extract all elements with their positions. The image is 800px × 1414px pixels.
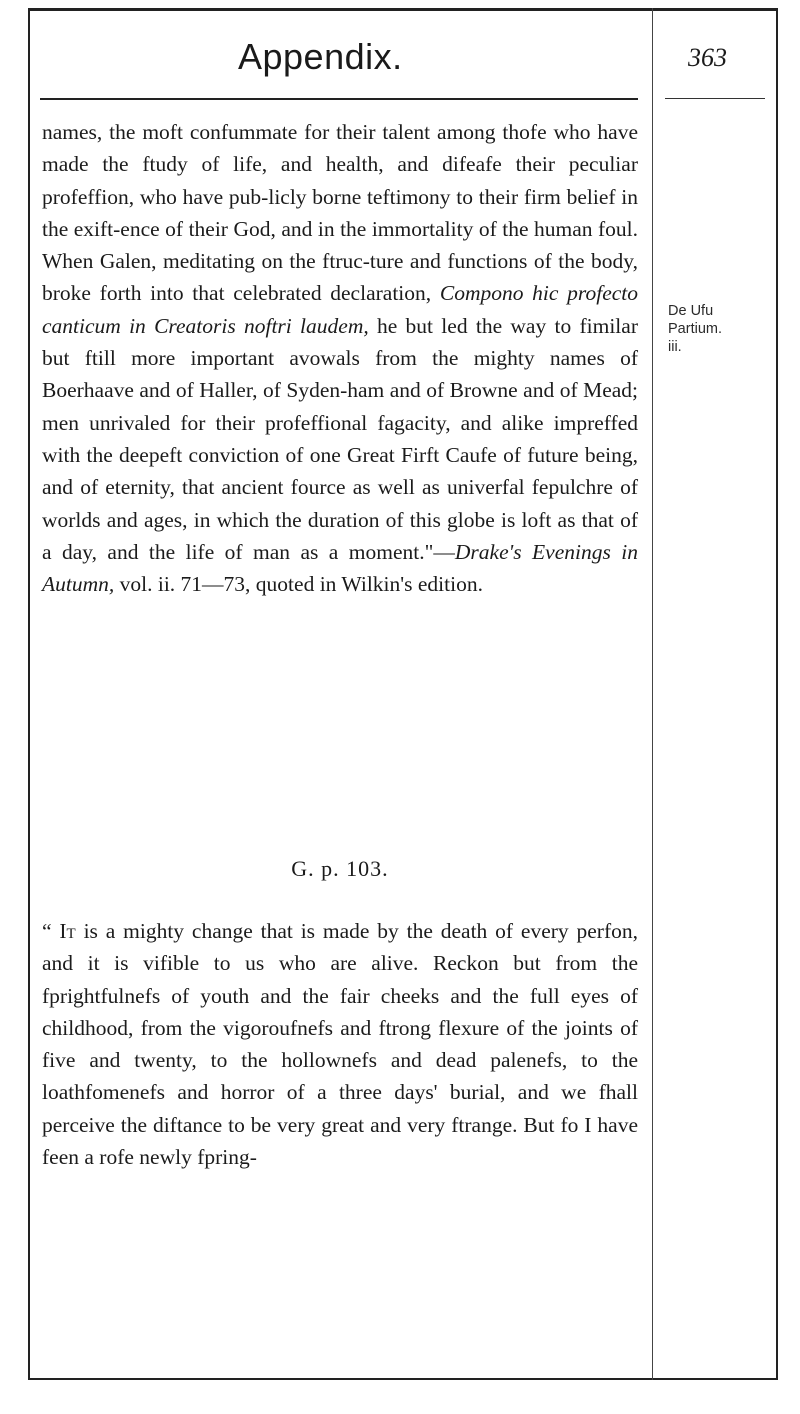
- running-header-title: Appendix.: [238, 36, 403, 77]
- paragraph-quotation-death: [42, 915, 638, 1173]
- section-heading: G. p. 103.: [291, 856, 389, 881]
- frame-top-rule: [28, 8, 778, 11]
- paragraph-text: he but led the way to fimilar but ftill more important avowals from the mighty names of Boerhaave and of Haller, of Syden-ham and of Browne and of Mead; men unrivaled for their profeffional fagacity, and alike impreffed with the deepeft conviction of one Great Firft Caufe of future being, and of eternity, that ancient fource as well as univerfal fepulchre of worlds and ages, in which the duration of this globe is loft as that of a day, and the life of man as a moment."—: [42, 313, 638, 564]
- lead-word: It: [59, 919, 76, 943]
- margin-note: [668, 302, 778, 356]
- latin-quotation: Compono hic profecto canticum in Creatoris noftri laudem,: [42, 281, 638, 338]
- header-rule: [40, 98, 638, 100]
- paragraph-quotation-drake: [42, 116, 638, 600]
- citation-title: Drake's Evenings in Autumn,: [42, 539, 638, 597]
- open-quote: “: [42, 919, 60, 943]
- paragraph-text: is a mighty change that is made by the death of every perfon, and it is vifible to us who are alive. Reckon but from the fprightfulnefs of youth and the fair cheeks and the full eyes of childhood, from the vigoroufnefs and ftrong flexure of the joints of five and twenty, to the hollownefs and dead palenefs, to the loathfomenefs and horror of a three days' burial, and we fhall perceive the diftance to be very great and very ftrange. But fo I have feen a rofe newly fpring-: [42, 919, 638, 1170]
- page-number: 363: [688, 43, 727, 72]
- citation-details: vol. ii. 71—73, quoted in Wilkin's edition.: [114, 572, 483, 597]
- margin-note-line: Partium.: [668, 321, 722, 337]
- margin-column-divider: [652, 8, 653, 1380]
- margin-note-line: iii.: [668, 339, 682, 355]
- paragraph-text: names, the moft confummate for their talent among thofe who have made the ftudy of life, and health, and difeafe their peculiar profeffion, who have pub-licly borne teftimony to their firm belief in the exift-ence of their God, and in the immortality of the human foul. When Galen, meditating on the ftruc-ture and functions of the body, broke forth into that celebrated declaration,: [42, 120, 638, 306]
- margin-note-line: De Ufu: [668, 303, 714, 319]
- page-number-rule: [665, 98, 765, 99]
